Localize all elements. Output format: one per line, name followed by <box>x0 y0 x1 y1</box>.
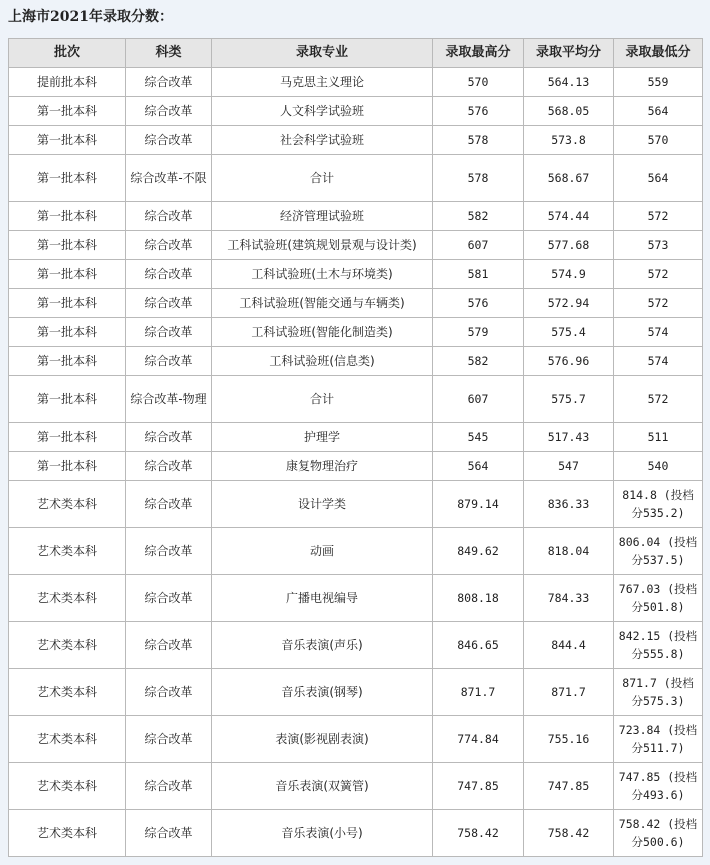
cell-avg-score: 818.04 <box>524 528 614 575</box>
cell-max-score: 545 <box>433 423 524 452</box>
cell-max-score: 570 <box>433 68 524 97</box>
cell-batch: 艺术类本科 <box>9 810 126 857</box>
table-row <box>9 622 703 669</box>
table-row <box>9 575 703 622</box>
cell-max-score: 808.18 <box>433 575 524 622</box>
table-row <box>9 716 703 763</box>
cell-category: 综合改革 <box>126 289 212 318</box>
cell-major: 动画 <box>212 528 433 575</box>
cell-min-score: 572 <box>614 376 703 423</box>
cell-major: 音乐表演(声乐) <box>212 622 433 669</box>
cell-category: 综合改革 <box>126 97 212 126</box>
cell-major: 合计 <box>212 376 433 423</box>
table-row <box>9 452 703 481</box>
cell-min-score: 540 <box>614 452 703 481</box>
cell-batch: 艺术类本科 <box>9 669 126 716</box>
table-row <box>9 231 703 260</box>
cell-max-score: 576 <box>433 97 524 126</box>
cell-avg-score: 575.7 <box>524 376 614 423</box>
cell-min-score: 814.8 (投档分535.2) <box>614 481 703 528</box>
header-avg-score: 录取平均分 <box>524 39 614 68</box>
cell-avg-score: 564.13 <box>524 68 614 97</box>
cell-avg-score: 572.94 <box>524 289 614 318</box>
cell-avg-score: 517.43 <box>524 423 614 452</box>
cell-batch: 第一批本科 <box>9 231 126 260</box>
cell-major: 人文科学试验班 <box>212 97 433 126</box>
table-row <box>9 318 703 347</box>
cell-batch: 第一批本科 <box>9 347 126 376</box>
cell-avg-score: 568.67 <box>524 155 614 202</box>
cell-batch: 第一批本科 <box>9 260 126 289</box>
cell-major: 工科试验班(智能化制造类) <box>212 318 433 347</box>
cell-category: 综合改革 <box>126 231 212 260</box>
cell-batch: 第一批本科 <box>9 376 126 423</box>
cell-min-score: 758.42 (投档分500.6) <box>614 810 703 857</box>
cell-min-score: 723.84 (投档分511.7) <box>614 716 703 763</box>
header-min-score: 录取最低分 <box>614 39 703 68</box>
cell-max-score: 564 <box>433 452 524 481</box>
cell-min-score: 747.85 (投档分493.6) <box>614 763 703 810</box>
cell-min-score: 842.15 (投档分555.8) <box>614 622 703 669</box>
cell-major: 合计 <box>212 155 433 202</box>
cell-max-score: 747.85 <box>433 763 524 810</box>
cell-batch: 艺术类本科 <box>9 716 126 763</box>
table-row <box>9 376 703 423</box>
cell-avg-score: 747.85 <box>524 763 614 810</box>
cell-min-score: 573 <box>614 231 703 260</box>
cell-major: 工科试验班(智能交通与车辆类) <box>212 289 433 318</box>
cell-avg-score: 758.42 <box>524 810 614 857</box>
cell-batch: 第一批本科 <box>9 289 126 318</box>
cell-max-score: 849.62 <box>433 528 524 575</box>
cell-min-score: 570 <box>614 126 703 155</box>
cell-category: 综合改革 <box>126 575 212 622</box>
header-max-score: 录取最高分 <box>433 39 524 68</box>
header-batch: 批次 <box>9 39 126 68</box>
cell-batch: 第一批本科 <box>9 155 126 202</box>
cell-batch: 提前批本科 <box>9 68 126 97</box>
cell-category: 综合改革-不限 <box>126 155 212 202</box>
cell-max-score: 581 <box>433 260 524 289</box>
cell-min-score: 511 <box>614 423 703 452</box>
cell-category: 综合改革 <box>126 452 212 481</box>
cell-min-score: 572 <box>614 289 703 318</box>
cell-avg-score: 574.9 <box>524 260 614 289</box>
table-row <box>9 481 703 528</box>
header-category: 科类 <box>126 39 212 68</box>
cell-category: 综合改革 <box>126 763 212 810</box>
cell-category: 综合改革 <box>126 202 212 231</box>
cell-category: 综合改革 <box>126 716 212 763</box>
table-row <box>9 810 703 857</box>
cell-max-score: 607 <box>433 231 524 260</box>
cell-major: 设计学类 <box>212 481 433 528</box>
table-row <box>9 126 703 155</box>
table-row <box>9 347 703 376</box>
header-major: 录取专业 <box>212 39 433 68</box>
cell-major: 康复物理治疗 <box>212 452 433 481</box>
cell-major: 护理学 <box>212 423 433 452</box>
cell-category: 综合改革-物理 <box>126 376 212 423</box>
cell-category: 综合改革 <box>126 622 212 669</box>
cell-major: 经济管理试验班 <box>212 202 433 231</box>
table-row <box>9 202 703 231</box>
cell-min-score: 574 <box>614 318 703 347</box>
cell-batch: 第一批本科 <box>9 126 126 155</box>
table-row <box>9 155 703 202</box>
cell-batch: 艺术类本科 <box>9 622 126 669</box>
cell-batch: 艺术类本科 <box>9 575 126 622</box>
cell-avg-score: 844.4 <box>524 622 614 669</box>
cell-major: 表演(影视剧表演) <box>212 716 433 763</box>
cell-category: 综合改革 <box>126 126 212 155</box>
cell-avg-score: 573.8 <box>524 126 614 155</box>
cell-major: 广播电视编导 <box>212 575 433 622</box>
cell-max-score: 607 <box>433 376 524 423</box>
cell-avg-score: 547 <box>524 452 614 481</box>
cell-min-score: 574 <box>614 347 703 376</box>
cell-batch: 第一批本科 <box>9 97 126 126</box>
table-row <box>9 423 703 452</box>
cell-max-score: 582 <box>433 202 524 231</box>
cell-major: 音乐表演(小号) <box>212 810 433 857</box>
cell-avg-score: 576.96 <box>524 347 614 376</box>
cell-min-score: 572 <box>614 202 703 231</box>
cell-category: 综合改革 <box>126 481 212 528</box>
cell-avg-score: 577.68 <box>524 231 614 260</box>
cell-batch: 艺术类本科 <box>9 528 126 575</box>
cell-category: 综合改革 <box>126 347 212 376</box>
table-header-row <box>9 39 703 68</box>
cell-avg-score: 574.44 <box>524 202 614 231</box>
cell-category: 综合改革 <box>126 423 212 452</box>
cell-batch: 艺术类本科 <box>9 481 126 528</box>
page-title: 上海市2021年录取分数： <box>8 9 173 25</box>
cell-min-score: 564 <box>614 97 703 126</box>
cell-batch: 第一批本科 <box>9 202 126 231</box>
cell-category: 综合改革 <box>126 669 212 716</box>
cell-major: 马克思主义理论 <box>212 68 433 97</box>
table-row <box>9 528 703 575</box>
cell-avg-score: 755.16 <box>524 716 614 763</box>
cell-category: 综合改革 <box>126 528 212 575</box>
cell-category: 综合改革 <box>126 68 212 97</box>
cell-batch: 第一批本科 <box>9 423 126 452</box>
cell-min-score: 767.03 (投档分501.8) <box>614 575 703 622</box>
table-row <box>9 763 703 810</box>
cell-major: 音乐表演(钢琴) <box>212 669 433 716</box>
cell-major: 工科试验班(土木与环境类) <box>212 260 433 289</box>
table-row <box>9 669 703 716</box>
cell-avg-score: 575.4 <box>524 318 614 347</box>
cell-avg-score: 784.33 <box>524 575 614 622</box>
table-row <box>9 68 703 97</box>
cell-batch: 第一批本科 <box>9 452 126 481</box>
cell-max-score: 576 <box>433 289 524 318</box>
cell-avg-score: 568.05 <box>524 97 614 126</box>
cell-major: 工科试验班(信息类) <box>212 347 433 376</box>
cell-batch: 第一批本科 <box>9 318 126 347</box>
cell-max-score: 578 <box>433 155 524 202</box>
cell-major: 社会科学试验班 <box>212 126 433 155</box>
table-row <box>9 260 703 289</box>
cell-avg-score: 836.33 <box>524 481 614 528</box>
cell-min-score: 564 <box>614 155 703 202</box>
cell-min-score: 572 <box>614 260 703 289</box>
cell-category: 综合改革 <box>126 810 212 857</box>
cell-max-score: 758.42 <box>433 810 524 857</box>
cell-max-score: 879.14 <box>433 481 524 528</box>
cell-major: 工科试验班(建筑规划景观与设计类) <box>212 231 433 260</box>
cell-avg-score: 871.7 <box>524 669 614 716</box>
cell-max-score: 578 <box>433 126 524 155</box>
cell-min-score: 871.7 (投档分575.3) <box>614 669 703 716</box>
admission-scores-table <box>8 38 703 857</box>
cell-batch: 艺术类本科 <box>9 763 126 810</box>
cell-min-score: 806.04 (投档分537.5) <box>614 528 703 575</box>
table-row <box>9 97 703 126</box>
table-row <box>9 289 703 318</box>
cell-category: 综合改革 <box>126 318 212 347</box>
cell-max-score: 871.7 <box>433 669 524 716</box>
cell-major: 音乐表演(双簧管) <box>212 763 433 810</box>
cell-max-score: 579 <box>433 318 524 347</box>
cell-max-score: 846.65 <box>433 622 524 669</box>
cell-category: 综合改革 <box>126 260 212 289</box>
cell-max-score: 582 <box>433 347 524 376</box>
cell-max-score: 774.84 <box>433 716 524 763</box>
cell-min-score: 559 <box>614 68 703 97</box>
